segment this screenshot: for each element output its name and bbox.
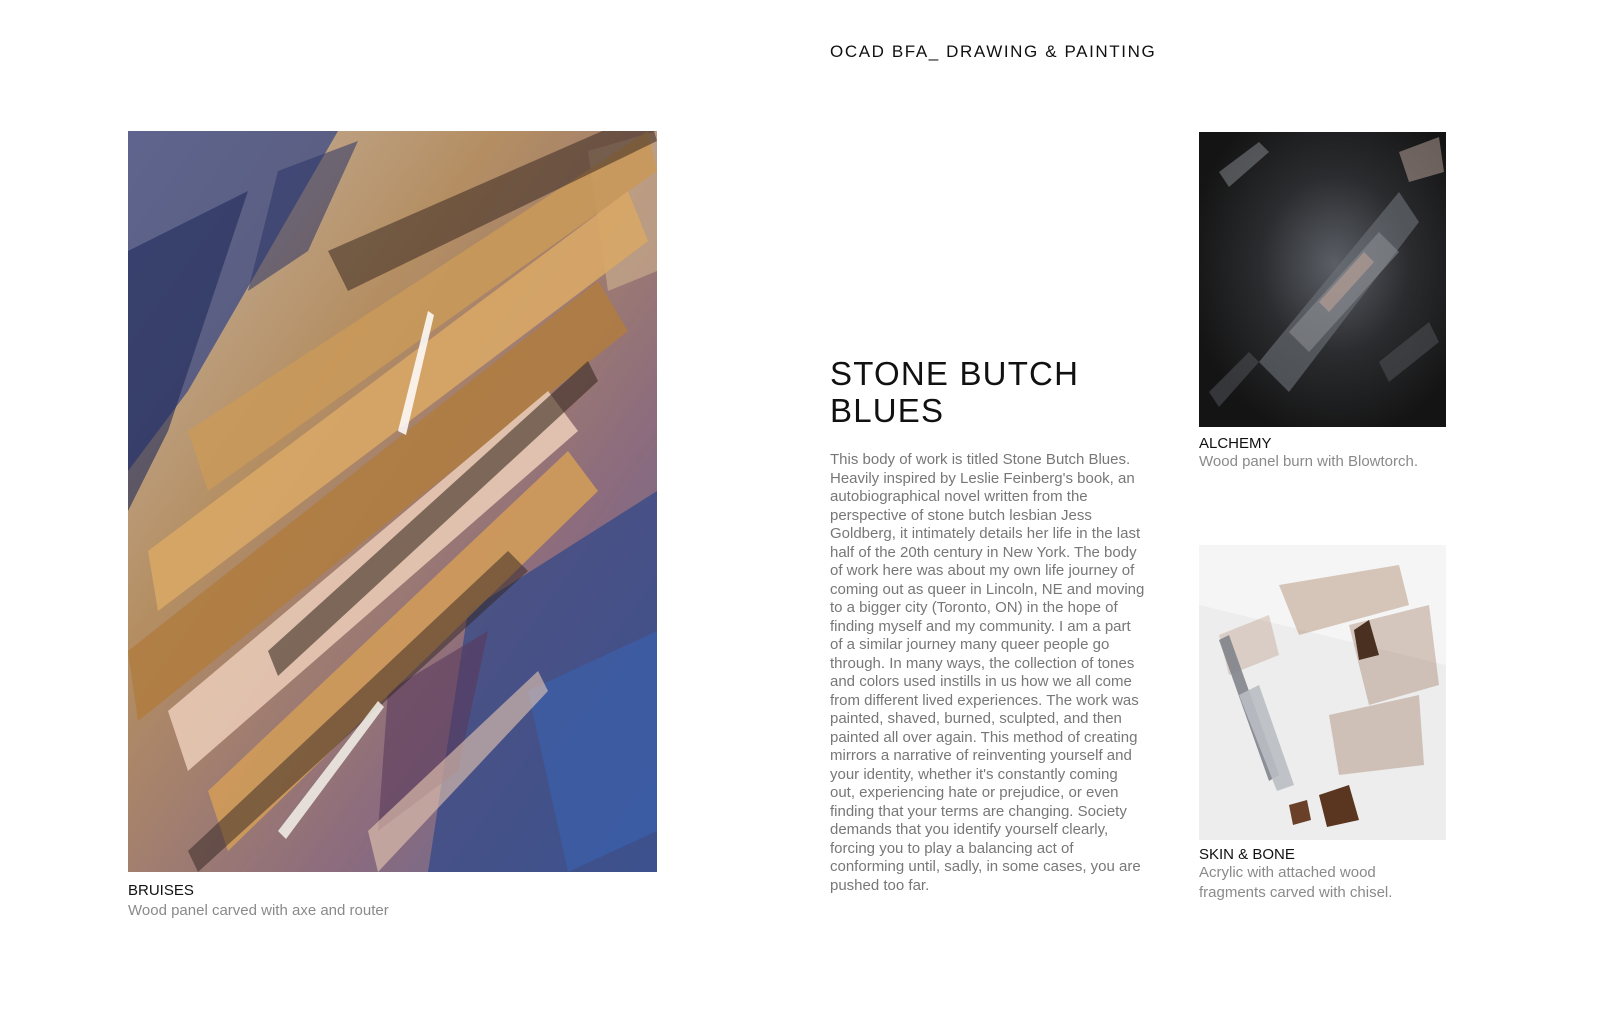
artwork-image-skin-and-bone: [1199, 545, 1446, 840]
series-title: STONE BUTCH BLUES: [830, 355, 1080, 429]
artwork-medium-skin-and-bone: Acrylic with attached wood fragments carved with chisel.: [1199, 864, 1393, 901]
artwork-title-alchemy: ALCHEMY: [1199, 435, 1272, 452]
artwork-image-bruises: [128, 131, 657, 872]
artwork-title-bruises: BRUISES: [128, 882, 194, 899]
artwork-medium-alchemy: Wood panel burn with Blowtorch.: [1199, 453, 1419, 470]
program-header: OCAD BFA_ DRAWING & PAINTING: [830, 42, 1157, 61]
artwork-title-skin-and-bone: SKIN & BONE: [1199, 846, 1295, 863]
artwork-image-alchemy: [1199, 132, 1446, 427]
artwork-medium-bruises: Wood panel carved with axe and router: [128, 902, 389, 919]
artist-statement: This body of work is titled Stone Butch Blues. Heavily inspired by Leslie Feinberg's book, an autobiographical novel written from the perspective of stone butch lesbian Jess Goldberg, it intimately details her life in the last half of the 20th century in New York. The body of work here was about my own life journey of coming out as queer in Lincoln, NE and moving to a bigger city (Toronto, ON) in the hope of finding myself and my community. I am a part of a similar journey many queer people go through. In many ways, the collection of tones and colors used instills in us how we all come from different lived experiences. The work was painted, shaved, burned, sculpted, and then painted all over again. This method of creating mirrors a narrative of reinventing yourself and your identity, whether it's constantly coming out, experiencing hate or prejudice, or even finding that your terms are changing. Society demands that you identify yourself clearly, forcing you to play a balancing act of conforming until, sadly, in some cases, you are pushed too far.: [830, 451, 1145, 894]
